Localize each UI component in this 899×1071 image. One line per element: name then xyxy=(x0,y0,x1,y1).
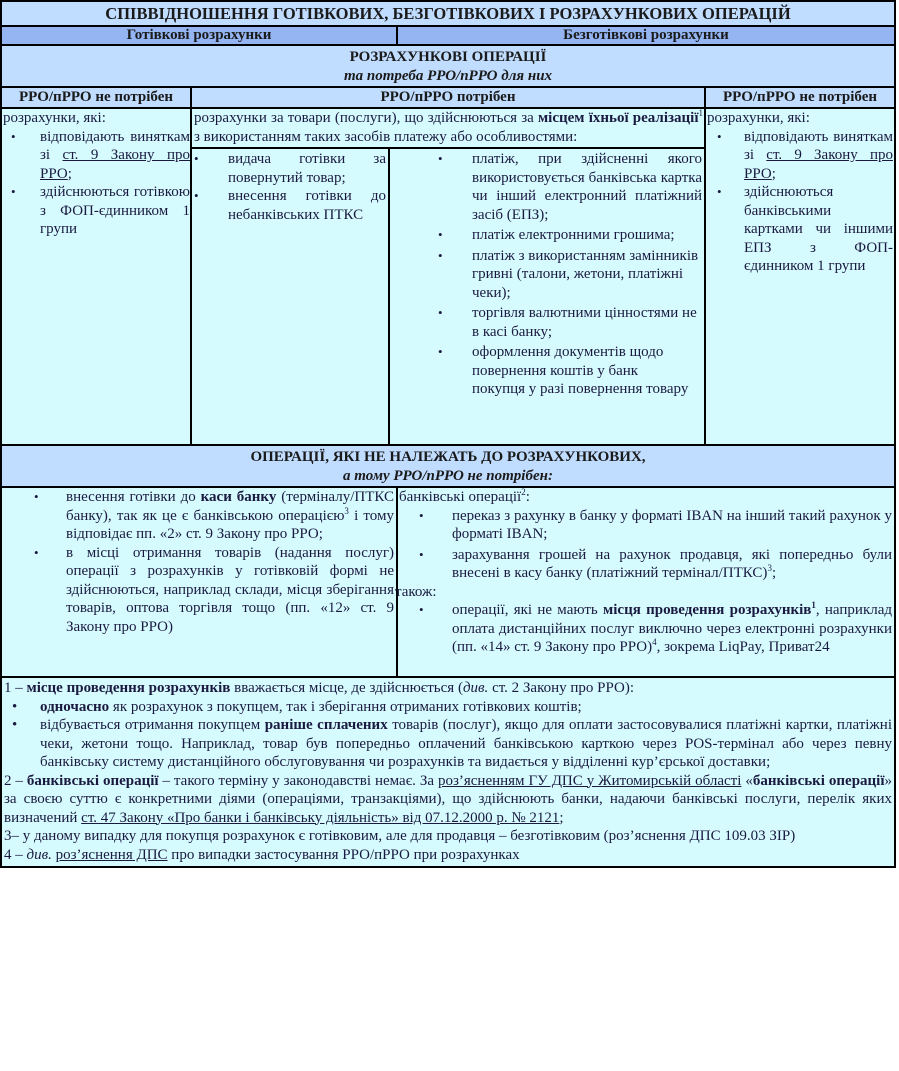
bullet-icon: • xyxy=(717,128,722,144)
bullet-icon: • xyxy=(194,151,199,166)
table-title xyxy=(2,2,894,27)
settlement-band xyxy=(2,46,894,88)
bank-operations-intro: банківські операції$^2$: xyxy=(399,487,530,505)
middle-column xyxy=(192,109,706,444)
list-item: • торгівля валютними цінностями не в касі банку; xyxy=(438,305,697,340)
list-item: • платіж з використанням замінників гривні (талони, жетони, платіжні чеки); xyxy=(438,247,699,301)
list-item: • переказ з рахунку в банку у форматі IBAN на інший такий рахунок у форматі IBAN; xyxy=(419,507,892,542)
non-settlement-band xyxy=(2,446,894,488)
col-header-middle: РРО/пРРО потрібен xyxy=(192,88,706,107)
non-settlement-band-subtitle: а тому РРО/пРРО не потрібен: xyxy=(343,468,553,484)
list-item: • відбувається отримання покупцем раніше сплачених товарів (послуг), якщо для оплати застосовувалися платіжні картки, платіжні чеки, жетони тощо. Наприклад, товар був попередньо оплачений банківською карткою через POS-термінал або через певну банківську систему дистанційного обслуговування чи розрахунків та видається у відділенні кур’єрської доставки; xyxy=(12,717,892,770)
law-link[interactable]: ст. 9 Закону про РРО xyxy=(744,147,893,182)
non-settlement-right xyxy=(395,487,894,676)
footnote-1: 1 – місце проведення розрахунків вважається місце, де здійснюється (див. ст. 2 Закону про РРО): xyxy=(4,680,635,696)
dps-zhytomyr-link[interactable]: роз’ясненням ГУ ДПС у Житомирській області xyxy=(437,772,742,789)
list-item: • відповідають виняткам зі ст. 9 Закону про РРО; xyxy=(717,128,893,182)
list-item: • платіж електронними грошима; xyxy=(438,227,675,243)
non-settlement-left xyxy=(2,488,398,676)
list-item: • видача готівки за повернутий товар; xyxy=(194,151,386,186)
middle-cash-cell xyxy=(192,149,390,444)
settlement-body-row xyxy=(2,109,894,446)
right-intro: розрахунки, які: xyxy=(707,110,810,126)
banks-law-link[interactable]: ст. 47 Закону «Про банки і банківську діяльність» від 07.12.2000 р. № 2121 xyxy=(81,809,560,826)
footnote-3: 3– у даному випадку для покупця розрахунок є готівковим, але для продавця – безготівковим (роз’яснення ДПС 109.03 ЗІР) xyxy=(4,828,796,844)
bullet-icon: • xyxy=(419,507,424,523)
middle-intro: розрахунки за товари (послуги), що здійснюються за місцем їхньої реалізації$^1$ з використанням таких засобів платежу або особливостями: xyxy=(192,109,704,149)
footnotes xyxy=(2,678,894,866)
bullet-icon: • xyxy=(11,184,16,199)
col-header-left: РРО/пРРО не потрібен xyxy=(2,88,192,107)
middle-cashless-cell xyxy=(390,149,704,444)
settlement-band-title: РОЗРАХУНКОВІ ОПЕРАЦІЇ xyxy=(349,49,547,65)
header-cash: Готівкові розрахунки xyxy=(2,27,398,44)
bullet-icon: • xyxy=(438,305,443,320)
footnote-4: 4 – див. роз’яснення ДПС про випадки застосування РРО/пРРО при розрахунках xyxy=(4,846,520,863)
bullet-icon: • xyxy=(12,717,18,733)
middle-sub-row xyxy=(192,149,704,444)
non-settlement-band-title: ОПЕРАЦІЇ, ЯКІ НЕ НАЛЕЖАТЬ ДО РОЗРАХУНКОВИХ, xyxy=(250,449,646,465)
list-item: • відповідають виняткам зі ст. 9 Закону про РРО; xyxy=(11,128,190,182)
list-item: • платіж, при здійсненні якого використовується банківська картка чи інший електронний платіжний засіб (ЕПЗ); xyxy=(438,151,702,223)
list-item: • одночасно як розрахунок з покупцем, так і зберігання отриманих готівкових коштів; xyxy=(12,698,582,715)
left-intro: розрахунки, які: xyxy=(3,110,106,126)
bullet-icon: • xyxy=(438,227,443,242)
column-header-row xyxy=(2,88,894,109)
title-text: СПІВВІДНОШЕННЯ ГОТІВКОВИХ, БЕЗГОТІВКОВИХ І РОЗРАХУНКОВИХ ОПЕРАЦІЙ xyxy=(105,4,791,23)
bullet-icon: • xyxy=(438,151,443,166)
list-item: • оформлення документів щодо повернення коштів у банк покупця у разі повернення товару xyxy=(438,344,689,397)
list-item: • зарахування грошей на рахунок продавця, які попередньо були внесені в касу банку (платіжний термінал/ПТКС)$^3$; xyxy=(419,546,892,581)
header-cashless: Безготівкові розрахунки xyxy=(563,27,729,43)
list-item: • внесення готівки до небанківських ПТКС xyxy=(194,188,386,223)
bullet-icon: • xyxy=(438,247,443,263)
list-item: • внесення готівки до каси банку (терміналу/ПТКС банку), так як це є банківською операцією$^3$ і тому відповідає пп. «2» ст. 9 Закону про РРО; xyxy=(34,489,395,542)
settlement-band-subtitle: та потреба РРО/пРРО для них xyxy=(343,68,553,84)
bullet-icon: • xyxy=(419,546,424,562)
list-item: • в місці отримання товарів (надання послуг) операції з розрахунків у готівковій формі не здійснюються, наприклад склади, місця зберігання товарів, оптова торгівля тощо (пп. «12» ст. 9 Закону про РРО) xyxy=(34,544,394,635)
bullet-icon: • xyxy=(438,344,443,359)
right-column xyxy=(706,109,894,444)
bullet-icon: • xyxy=(419,602,424,617)
non-settlement-body-row xyxy=(2,488,894,678)
list-item: • операції, які не мають місця проведення розрахунків$^1$, наприклад оплата дистанційних послуг виключно через електронні розрахунки (пп. «14» ст. 9 Закону про РРО)$^4$, зокрема LiqPay, Приват24 xyxy=(419,600,893,655)
sub-header-row xyxy=(2,27,894,46)
bullet-icon: • xyxy=(34,544,39,560)
left-column xyxy=(2,109,192,444)
col-header-right: РРО/пРРО не потрібен xyxy=(722,89,878,105)
footnote-2: 2 – банківські операції – такого терміну у законодавстві немає. За роз’ясненням ГУ ДПС у Житомирській області «банківські операції» за своєю суттю є конкретними діями (операціями, транзакціями), що здійснюють банки, надаючи банківські послуги, перелік яких визначений ст. 47 Закону «Про банки і банківську діяльність» від 07.12.2000 р. № 2121; xyxy=(4,772,893,826)
list-item: • здійснюються банківськими картками чи іншими ЕПЗ з ФОП-єдинником 1 групи xyxy=(717,184,893,274)
bullet-icon: • xyxy=(12,698,18,715)
bullet-icon: • xyxy=(717,184,722,199)
list-item: • здійснюються готівкою з ФОП-єдинником 1 групи xyxy=(11,184,190,237)
law-link[interactable]: ст. 9 Закону про РРО xyxy=(40,147,190,182)
bullet-icon: • xyxy=(194,188,199,203)
bullet-icon: • xyxy=(11,128,16,144)
bullet-icon: • xyxy=(34,489,39,504)
also-label: також: xyxy=(395,583,437,600)
dps-clarification-link[interactable]: роз’яснення ДПС xyxy=(55,846,168,863)
